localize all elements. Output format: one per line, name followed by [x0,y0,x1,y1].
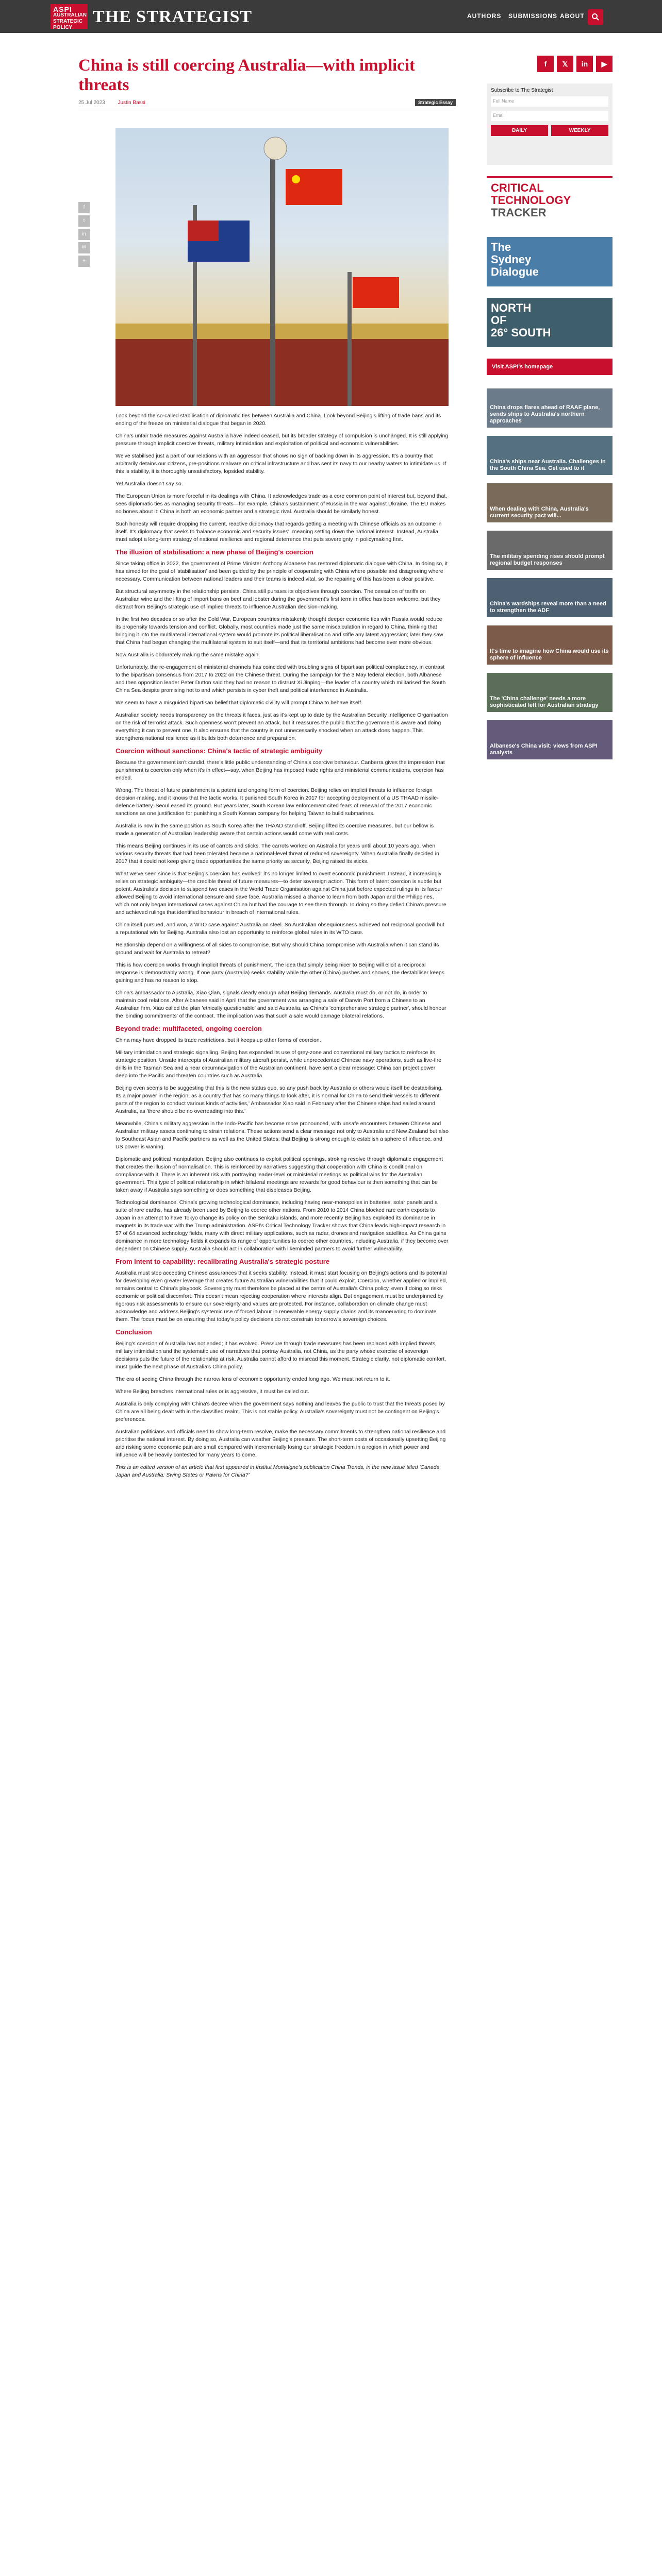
paragraph: Beijing even seems to be suggesting that this is the new status quo, so any push back by Australia or others would itself be destabilising. Its a major power in the region, as a country that has so many things to look after, it is normal for China to send their vessels to different parts of the region to conduct various kinds of activities,' Ambassador Xiao said in February after the Chinese ships had sailed around Australia, as 'there should be no overreading into this.' [115,1085,443,1114]
paragraph: This means Beijing continues in its use of carrots and sticks. The carrots worked on Australia for years until about 10 years ago, when various security threats that had been tolerated became a national-level threat of reduced sovereignty. When Australia finally decided in 2017 that it could not keep giving trade opportunities the same priority as security, Beijing raised its sticks. [115,843,439,865]
paragraph: Beijing's coercion of Australia has not ended; it has evolved. Pressure through trade measures has been replaced with implied threats, military intimidation and the systematic use of narratives that portray Australia, not China, as the party whose exercise of sovereign decisions puts the future of the relationship at risk. Australia cannot afford to misread this moment. Strategic clarity, not diplomatic comfort, must guide the next phase of Australia's China policy. [115,1341,446,1370]
paragraph: We seem to have a misguided bipartisan belief that diplomatic civility will prompt China to behave itself. [115,700,362,706]
facebook-icon[interactable]: f [537,56,554,72]
promo-text: 26° SOUTH [491,326,551,339]
section-heading: The illusion of stabilisation: a new phase of Beijing's coercion [115,548,313,556]
news-title: China's ships near Australia. Challenges in the South China Sea. Get used to it [490,459,606,471]
paragraph: The era of seeing China through the narrow lens of economic opportunity ended long ago. We must not return to it. [115,1376,390,1382]
promo-text: CRITICAL [491,181,544,194]
twitter-share-icon[interactable]: t [78,215,90,227]
paragraph: Wrong. The threat of future punishment is a potent and ongoing form of coercion. Beijing relies on implicit threats to influence foreign decision-making, and it knows that the tactic works. It punished South Korea in 2017 for accepting deployment of a US THAAD missile-defence battery. Seoul eased its ground. But years later, South Korean law enforcement cited fears of renewal of the 2017 economic sanctions as one justification for punishing a South Korean company for helping Taiwan to build submarines. [115,787,439,817]
linkedin-share-icon[interactable]: in [78,229,90,240]
subscribe-box [487,83,613,165]
category-badge[interactable]: Strategic Essay [415,99,456,106]
paragraph: We've stabilised just a part of our relations with an aggressor that shows no sign of backing down in its aggression. It's a country that arbitrarily detains our citizens, pre-positions malware on critical infrastructure and has sent its navy to our nearby waters to intimidate us. If this is stability, it is thoroughly unsatisfactory, lopsided stability. [115,453,446,474]
search-button[interactable] [588,9,603,25]
paragraph: Relationship depend on a willingness of all sides to compromise. But why should China compromise with Australia when it can stand its ground and wait for Australia to retreat? [115,942,439,956]
news-title: Albanese's China visit: views from ASPI analysts [490,743,598,756]
search-icon [591,13,600,21]
email-input[interactable]: Email [491,111,608,121]
paragraph: This is how coercion works through implicit threats of punishment. The idea that simply being nicer to Beijing will elicit a reciprocal response is demonstrably wrong. If one party (Australia) seeks stability while the other (China) pushes and shoves, the destabiliser keeps gaining and has no reason to stop. [115,962,444,984]
logo-text: STRATEGIC [53,19,83,24]
youtube-icon[interactable]: ▶ [596,56,613,72]
paragraph: Look beyond the so-called stabilisation of diplomatic ties between Australia and China. Look beyond Beijing's lifting of trade bans and its ending of the freeze on ministerial dialogue that began in 2020. [115,413,441,427]
aspi-logo[interactable] [51,4,88,29]
paragraph: Australian society needs transparency on the threats it faces, just as it's kept up to date by the Australian Security Intelligence Organisation on the risk of terrorist attack. Such openness won't prevent an attack, but it reassures the public that the government is aware and doing everything it can to prevent one. It also ensures that the country is not unnecessarily shocked when an attack does happen. This strengthens national resilience as it builds both deterrence and preparation. [115,712,448,741]
paragraph: China's unfair trade measures against Australia have indeed ceased, but its broader strategy of compulsion is unchanged. It is still applying pressure through implicit coercive threats, military intimidation and exploitation of political and economic vulnerabilities. [115,433,449,447]
sidebar [487,56,613,768]
paragraph: China may have dropped its trade restrictions, but it keeps up other forms of coercion. [115,1037,321,1043]
article-date: 25 Jul 2023 [78,100,105,106]
article-meta [78,100,456,109]
news-title: The military spending rises should prompt regional budget responses [490,553,605,566]
paragraph: Now Australia is obdurately making the same mistake again. [115,652,260,658]
promo-text: NORTH [491,301,532,314]
facebook-share-icon[interactable]: f [78,202,90,213]
paragraph: Australia is now in the same position as South Korea after the THAAD stand-off. Beijing lifted its coercive measures, but our bellow is made a generation of Australian leadership aware that certain actions would come with real costs. [115,823,434,837]
nav-about[interactable]: ABOUT [560,12,585,20]
logo-text: ASPI [53,5,72,13]
paragraph: Since taking office in 2022, the government of Prime Minister Anthony Albanese has restored diplomatic dialogue with China. In doing so, it has aimed for the goal of 'stabilisation' and been guided by the principle of cooperating with China where possible and disagreeing where necessary. Communication between national leaders and their teams is indeed vital, so the repairing of this has been a clear positive. [115,561,448,582]
daily-button[interactable]: DAILY [491,125,548,136]
editor-note: This is an edited version of an article that first appeared in Institut Montaigne's publication China Trends, in the new issue titled 'Canada, Japan and Australia: Swing States or Pawns for China?' [115,1464,441,1478]
promo-text: The [491,241,511,253]
critical-tech-tracker-promo[interactable] [487,176,613,226]
logo-text: AUSTRALIAN [53,12,87,18]
sydney-dialogue-promo[interactable] [487,237,613,286]
flags-photo [115,128,449,406]
paragraph: Military intimidation and strategic signalling. Beijing has expanded its use of grey-zone and conventional military tactics to reinforce its strategic position. Unsafe intercepts of Australian military aircraft persist, while unprecedented Chinese navy operations, such as live-fire drills in the Tasman Sea and a near circumnavigation of the Australian continent, have sent a clear message: China can project power deep into the Pacific and threaten countries such as Australia. [115,1049,442,1079]
news-title: China's wardships reveal more than a need to strengthen the ADF [490,601,606,614]
section-heading: From intent to capability: recalibrating Australia's strategic posture [115,1258,330,1265]
article-header [78,56,456,109]
related-news-list [487,388,613,759]
news-title: It's time to imagine how China would use its sphere of influence [490,648,609,661]
promo-text: Dialogue [491,265,539,278]
nav-authors[interactable]: AUTHORS [467,12,502,20]
paragraph: Technological dominance. China's growing technological dominance, including having near-monopolies in batteries, solar panels and a suite of rare earths, has already been used by Beijing to coerce other nations. From 2010 to 2014 China blocked rare earth exports to Japan in an attempt to have Tokyo change its policy on the Senkaku islands, and more recently Beijing has exploited its dominance in magnets in its trade war with the Trump administration. ASPI's Critical Technology Tracker shows that China leads high-impact research in 57 of 64 advanced technology fields, many with direct military applications, such as radar, drones and navigation satellites. As China gains dominance in more technology fields it expands its range of opportunities to coerce other countries, including Australia, if they become over dependent on Chinese supply. Australia should act in collaboration with likeminded partners to avoid further vulnerability. [115,1199,449,1252]
section-heading: Coercion without sanctions: China's tactic of strategic ambiguity [115,747,323,755]
paragraph: Australia must stop accepting Chinese assurances that it seeks stability. Instead, it must start focusing on Beijing's actions and its potential for developing even greater leverage that creates future Australian vulnerabilities that it could exploit. Coercion, whether applied or implied, remains central to China's playbook. Sovereignty must therefore be placed at the centre of Australia's China policy, even if doing so risks economic or political discomfort. This doesn't mean rejecting cooperation where interests align. But engagement must be underpinned by rigorous risk assessments to ensure our sovereignty and values are protected. For instance, collaboration on climate change must acknowledge and address Beijing's systemic use of forced labour in renewable energy supply chains and its manoeuvring to dominate them. The focus must be on ensuring that today's policy decisions do not constrain tomorrow's sovereign choices. [115,1270,448,1323]
paragraph: Meanwhile, China's military aggression in the Indo-Pacific has become more pronounced, with unsafe encounters between Chinese and Australian military assets continuing to strain relations. These actions send a clear message not only to Australia and New Zealand but also to Southeast Asian and Pacific partners as well as the United States: that Beijing is strong enough to establish a sphere of influence, and US power is waning. [115,1121,449,1150]
section-heading: Beyond trade: multifaceted, ongoing coercion [115,1025,262,1032]
linkedin-icon[interactable]: in [576,56,593,72]
news-title: The 'China challenge' needs a more sophisticated left for Australian strategy [490,696,599,708]
north-of-26-promo[interactable] [487,298,613,347]
paragraph: Diplomatic and political manipulation. Beijing also continues to exploit political openings, stroking resolve through diplomatic engagement that creates the illusion of normalisation. This is reinforced by narratives suggesting that cooperation with China is conditional on compliance with it. There is an inherent risk with portraying leader-level or ministerial meetings as political wins for the Australian government. This type of political relationship in which bilateral meetings are rewards for good behaviour is then something that can be taken away if Australia says something or does something that displeases Beijing. [115,1156,443,1193]
news-item[interactable] [487,673,613,712]
weekly-button[interactable]: WEEKLY [551,125,608,136]
article-title: China is still coercing Australia—with implicit threats [78,56,415,94]
visit-aspi-link[interactable]: Visit ASPI's homepage [487,359,613,375]
hero-image [115,128,449,406]
article-author[interactable]: Justin Bassi [118,100,145,106]
news-item[interactable] [487,388,613,428]
paragraph: Such honesty will require dropping the current, reactive diplomacy that regards getting a meeting with Chinese officials as an outcome in itself. It's diplomacy that seeks to 'balance economic and security issues', meaning setting down the national interest. Instead, Australia must adopt a long-term strategy of national resilience and regional deterrence that puts sovereignty in policymaking first. [115,521,442,543]
paragraph: Australian politicians and officials need to show long-term resolve, make the necessary commitments to strengthen national resilience and prioritise the national interest. By doing so, Australia can weather Beijing's pressure. The short-term costs of occasionally upsetting Beijing and risking some economic pain are small compared with incrementally losing our strategic freedom in a region in which power and influence will be heavily contested for many years to come. [115,1429,446,1458]
paragraph: Yet Australia doesn't say so. [115,481,183,487]
news-title: China drops flares ahead of RAAF plane, sends ships to Australia's northern approaches [490,404,600,424]
paragraph: China itself pursued, and won, a WTO case against Australia on steel. So Australian obsequiousness achieved not reciprocal goodwill but a reputational win for Beijing. Australia also lost an opportunity to reinforce global rules in its WTO case. [115,922,444,936]
email-share-icon[interactable]: ✉ [78,242,90,253]
share-bar [78,202,90,269]
news-item[interactable] [487,483,613,522]
article-body [115,412,449,1484]
paragraph: China's ambassador to Australia, Xiao Qian, signals clearly enough what Beijing demands. Australia must do, or not do, in order to maintain cool relations. After Albanese said in April that the government was arranging a sale of Darwin Port from a Chinese to an Australian firm, Xiao called the plan 'ethically questionable' and said Australia, as China's 'comprehensive strategic partner', should honour the 'binding commitments' of the contract. The implication was that such a sale would damage bilateral relations. [115,990,446,1019]
paragraph: But structural asymmetry in the relationship persists. China still pursues its objectives through coercion. The cessation of tariffs on Australian wine and the lifting of import bans on beef and lobster during the government's first term in office has been welcome; but they distract from Beijing's strategic use of implied threats to influence Australian decision-making. [115,588,441,610]
logo-text: POLICY [53,25,73,30]
paragraph: Because the government isn't candid, there's little public understanding of China's coercive behaviour. Canberra gives the impression that punishment is coercion only when it's in effect—say, when Beijing has imposed trade rights and ministerial communications, coercion has ended. [115,759,445,781]
promo-text: TRACKER [491,206,547,219]
social-links [487,56,613,72]
name-input[interactable]: Full Name [491,96,608,107]
news-item[interactable] [487,578,613,617]
more-share-icon[interactable]: + [78,256,90,267]
news-item[interactable] [487,625,613,665]
site-header [0,0,662,33]
promo-text: Sydney [491,253,532,266]
paragraph: Where Beijing breaches international rules or is aggressive, it must be called out. [115,1388,309,1395]
subscribe-label: Subscribe to The Strategist [491,88,553,93]
news-item[interactable] [487,436,613,475]
news-title: When dealing with China, Australia's current security pact will... [490,506,589,519]
paragraph: In the first two decades or so after the Cold War, European countries mistakenly thought deeper economic ties with Russia would reduce its propensity towards tension and conflict. Globally, most countries made just the same miscalculation in regard to China, thinking that bringing it into the multilateral international system would promote its political liberalisation and stifle any latent aggression; later they saw that China had begun changing the multilateral system to suit itself—and that its territorial ambitions had become ever more obvious. [115,616,443,646]
x-icon[interactable]: 𝕏 [557,56,573,72]
nav-submissions[interactable]: SUBMISSIONS [508,12,558,20]
section-heading: Conclusion [115,1328,152,1336]
promo-text: TECHNOLOGY [491,194,571,207]
news-item[interactable] [487,720,613,759]
paragraph: Unfortunately, the re-engagement of ministerial channels has coincided with troubling signs of bipartisan political complacency, in contrast to the bipartisan consensus from 2017 to 2022 on the Chinese threat. During the campaign for the 3 May federal election, both Albanese and then opposition leader Peter Dutton said they had no reason to distrust Xi Jinping—the leader of a country which militarised the South China Sea despite promising not to and which persists in cyber theft and political interference in Australia. [115,664,446,693]
promo-text: OF [491,314,507,327]
subscribe-buttons [491,125,608,136]
site-title[interactable]: THE STRATEGIST [93,7,253,26]
paragraph: The European Union is more forceful in its dealings with China. It acknowledges trade as a core common point of interest but, beyond that, sees diplomatic ties as managing security threats—for example, China's sustainment of Russia in the war against Ukraine. The EU makes no bones about it: China is both an economic partner and a strategic rival. Australia should be similarly honest. [115,493,448,515]
paragraph: Australia is only complying with China's decree when the government says nothing and leaves the public to trust that the threats posed by China are all being dealt with in the classified realm. This is not stable policy. Australia's sovereignty must not be contingent on Beijing's preferences. [115,1401,445,1422]
paragraph: What we've seen since is that Beijing's coercion has evolved: it's no longer limited to overt economic punishment. Instead, it increasingly relies on strategic ambiguity—the credible threat of future measures—to deter sovereign action. This form of latent coercion is subtle but potent. Australia's decision to suspend two cases in the World Trade Organisation against China just before expected rulings in its favour allowed Beijing to avoid international censure and save face. Australia missed a chance to learn from both Japan and the Philippines, which not only began international cases against China but had the courage to see them through. In doing so they defied China's pressure and achieved rulings that identified behaviour in breach of international rules. [115,871,446,916]
news-item[interactable] [487,531,613,570]
